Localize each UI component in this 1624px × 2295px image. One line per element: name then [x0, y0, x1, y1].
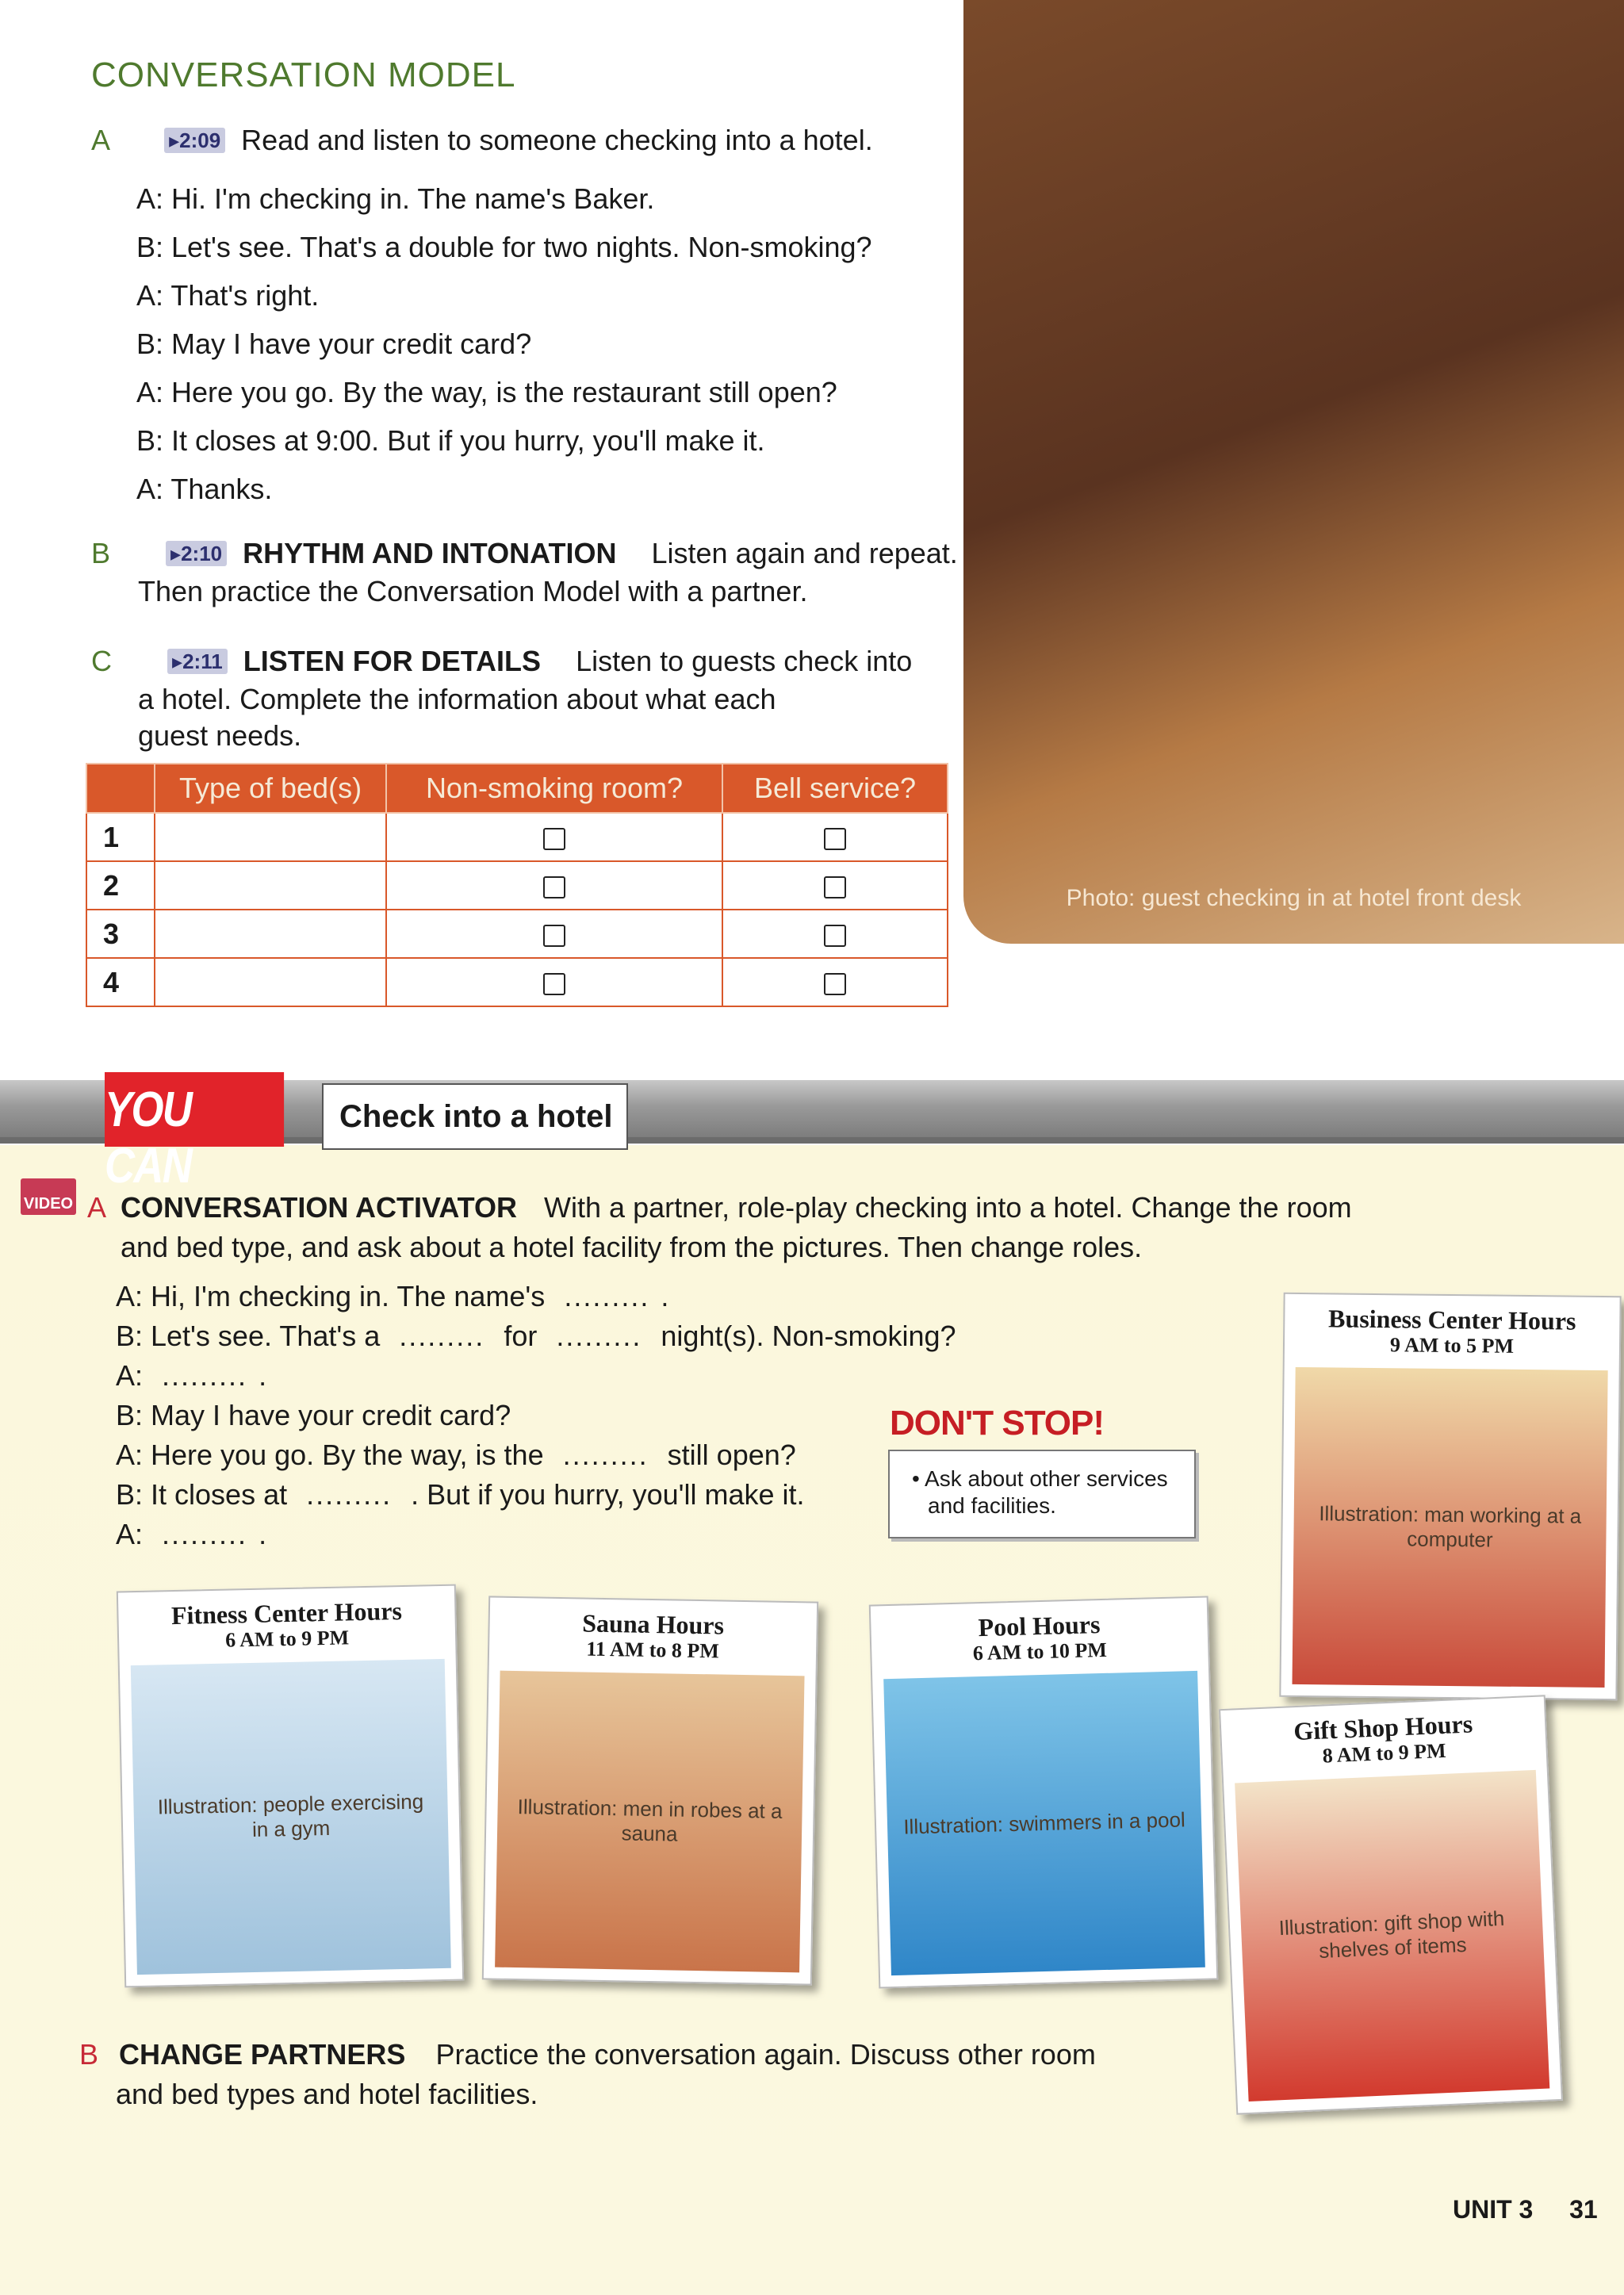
sauna-card[interactable]: [482, 1596, 818, 1985]
dialog-line: [116, 1475, 956, 1515]
card-hours: 6 AM to 10 PM: [972, 1638, 1108, 1665]
gift-shop-illustration: [1235, 1770, 1549, 2102]
fill-in-dialog: [116, 1277, 956, 1554]
dialog-period: .: [259, 1359, 267, 1392]
exercise-b-letter: B: [91, 537, 111, 569]
change-partners-heading: CHANGE PARTNERS: [119, 2038, 406, 2071]
illustration-caption: Illustration: people exercising in a gym: [157, 1789, 424, 1842]
exercise-a-letter: A: [91, 124, 109, 156]
table-row: [86, 861, 948, 910]
dialog-text: for: [504, 1320, 538, 1352]
exercise-b-text-2: Then practice the Conversation Model with a partner.: [138, 575, 808, 607]
bed-type-cell[interactable]: [155, 861, 386, 910]
table-header: Bell service?: [722, 764, 948, 813]
gym-illustration: [131, 1659, 451, 1975]
now-you-can-label: Check into a hotel: [322, 1083, 628, 1150]
change-partners: [79, 2035, 1110, 2114]
exercise-a-instruction: Read and listen to someone checking into a hotel.: [241, 124, 873, 156]
dialog-line: A: That's right.: [136, 279, 320, 312]
change-partners-letter: B: [79, 2038, 99, 2071]
dialog-text: night(s). Non-smoking?: [661, 1320, 956, 1352]
guest-needs-table: [86, 763, 948, 1007]
fitness-center-card[interactable]: [117, 1584, 464, 1988]
dialog-line: [116, 1356, 956, 1396]
activator-letter: A: [87, 1191, 107, 1224]
page-number: 31: [1569, 2195, 1598, 2224]
bell-service-checkbox[interactable]: [824, 925, 846, 947]
unit-label: UNIT 3: [1453, 2195, 1534, 2224]
blank[interactable]: .........: [162, 1359, 248, 1392]
dialog-text: . But if you hurry, you'll make it.: [411, 1478, 805, 1511]
dialog-line: B: It closes at 9:00. But if you hurry, you'll make it.: [136, 424, 765, 457]
dialog-line: B: May I have your credit card?: [116, 1399, 511, 1431]
activator-heading: CONVERSATION ACTIVATOR: [121, 1191, 518, 1224]
dialog-period: .: [259, 1518, 267, 1550]
audio-track-badge[interactable]: ▸2:11: [167, 649, 228, 674]
dont-stop-line: • Ask about other services: [912, 1466, 1168, 1491]
dialog-line: B: May I have your credit card?: [136, 328, 532, 360]
dialog-line: [116, 1515, 956, 1554]
photo-caption: Photo: guest checking in at hotel front desk: [1066, 885, 1522, 911]
dont-stop-box: [888, 1450, 1196, 1538]
dialog-text: B: Let's see. That's a: [116, 1320, 381, 1352]
change-partners-line-1: [79, 2035, 1110, 2075]
dialog-line: A: Hi. I'm checking in. The name's Baker.: [136, 182, 655, 215]
dialog-period: .: [661, 1280, 669, 1312]
table-header: Type of bed(s): [155, 764, 386, 813]
dialog-line: [116, 1277, 956, 1316]
row-number: 2: [86, 861, 155, 910]
business-center-illustration: [1293, 1367, 1608, 1688]
exercise-b: [91, 536, 958, 571]
bed-type-cell[interactable]: [155, 813, 386, 861]
hotel-checkin-photo: [963, 0, 1624, 944]
card-title: Gift Shop Hours: [1293, 1709, 1473, 1746]
non-smoking-checkbox[interactable]: [543, 876, 565, 898]
blank[interactable]: .........: [556, 1320, 642, 1352]
non-smoking-checkbox[interactable]: [543, 828, 565, 850]
exercise-c: [91, 644, 912, 679]
bell-service-checkbox[interactable]: [824, 876, 846, 898]
dialog-line: B: Let's see. That's a double for two nights. Non-smoking?: [136, 231, 872, 263]
exercise-c-letter: C: [91, 645, 112, 677]
table-header: [86, 764, 155, 813]
illustration-caption: Illustration: man working at a computer: [1319, 1501, 1582, 1552]
dont-stop-title: DON'T STOP!: [890, 1404, 1104, 1443]
dialog-text: A: Hi, I'm checking in. The name's: [116, 1280, 546, 1312]
conversation-model-dialog: [136, 174, 872, 513]
dialog-text: A:: [116, 1518, 144, 1550]
pool-illustration: [883, 1671, 1205, 1975]
row-number: 1: [86, 813, 155, 861]
bell-service-checkbox[interactable]: [824, 828, 846, 850]
section-title: CONVERSATION MODEL: [91, 56, 516, 94]
table-header: Non-smoking room?: [386, 764, 722, 813]
dialog-text: A:: [116, 1359, 144, 1392]
blank[interactable]: .........: [306, 1478, 393, 1511]
video-icon[interactable]: VIDEO: [21, 1178, 76, 1215]
row-number: 3: [86, 910, 155, 958]
dont-stop-line: and facilities.: [928, 1493, 1056, 1518]
gift-shop-card[interactable]: [1219, 1695, 1563, 2114]
dialog-line: A: Thanks.: [136, 473, 273, 505]
sauna-illustration: [495, 1671, 804, 1973]
dont-stop-text: Ask about other services: [925, 1466, 1168, 1491]
activator-text: With a partner, role-play checking into a hotel. Change the room and bed type, and ask about a hotel facility from the pictures. Then change roles.: [121, 1191, 1352, 1263]
now-you-can-badge: NOW YOU: [105, 1072, 284, 1147]
exercise-c-heading: LISTEN FOR DETAILS: [243, 645, 542, 677]
illustration-caption: Illustration: men in robes at a sauna: [517, 1795, 783, 1846]
non-smoking-checkbox[interactable]: [543, 973, 565, 995]
audio-track-badge[interactable]: ▸2:10: [166, 541, 227, 566]
dialog-text: B: It closes at: [116, 1478, 288, 1511]
card-hours: 11 AM to 8 PM: [586, 1637, 720, 1663]
exercise-c-text: Listen to guests check into: [576, 645, 913, 677]
illustration-caption: Illustration: gift shop with shelves of items: [1278, 1906, 1505, 1963]
row-number: 4: [86, 958, 155, 1006]
blank[interactable]: .........: [564, 1280, 650, 1312]
dialog-line: A: Here you go. By the way, is the restaurant still open?: [136, 376, 837, 408]
non-smoking-checkbox[interactable]: [543, 925, 565, 947]
blank[interactable]: .........: [162, 1518, 248, 1550]
card-title: Sauna Hours: [581, 1608, 725, 1640]
dialog-text: still open?: [667, 1439, 796, 1471]
activator-instructions: [87, 1188, 1373, 1267]
change-partners-text: Practice the conversation again. Discuss other room: [435, 2038, 1096, 2071]
dialog-line: [116, 1435, 956, 1475]
card-hours: 6 AM to 9 PM: [224, 1626, 350, 1652]
pool-card[interactable]: [869, 1596, 1219, 1988]
bed-type-cell[interactable]: [155, 958, 386, 1006]
card-title: Fitness Center Hours: [170, 1596, 403, 1630]
exercise-a: [91, 123, 873, 158]
blank[interactable]: .........: [399, 1320, 485, 1352]
bed-type-cell[interactable]: [155, 910, 386, 958]
table-row: [86, 958, 948, 1006]
audio-track-badge[interactable]: ▸2:09: [164, 128, 225, 153]
dialog-text: A: Here you go. By the way, is the: [116, 1439, 544, 1471]
card-hours: 8 AM to 9 PM: [1322, 1738, 1447, 1768]
card-title: Pool Hours: [978, 1610, 1101, 1642]
dialog-line: [116, 1316, 956, 1356]
exercise-c-text-2: a hotel. Complete the information about what each: [138, 683, 776, 715]
table-row: [86, 813, 948, 861]
exercise-b-heading: RHYTHM AND INTONATION: [243, 537, 617, 569]
illustration-caption: Illustration: swimmers in a pool: [902, 1806, 1186, 1839]
business-center-card[interactable]: [1279, 1293, 1621, 1700]
blank[interactable]: .........: [562, 1439, 649, 1471]
table-row: [86, 910, 948, 958]
card-hours: 9 AM to 5 PM: [1389, 1333, 1515, 1358]
table-header-row: [86, 764, 948, 813]
change-partners-line-2: and bed types and hotel facilities.: [116, 2078, 538, 2110]
card-title: Business Center Hours: [1327, 1304, 1576, 1335]
exercise-c-text-3: guest needs.: [138, 719, 302, 752]
exercise-b-text: Listen again and repeat.: [651, 537, 958, 569]
page-footer: [1453, 2195, 1598, 2224]
bell-service-checkbox[interactable]: [824, 973, 846, 995]
